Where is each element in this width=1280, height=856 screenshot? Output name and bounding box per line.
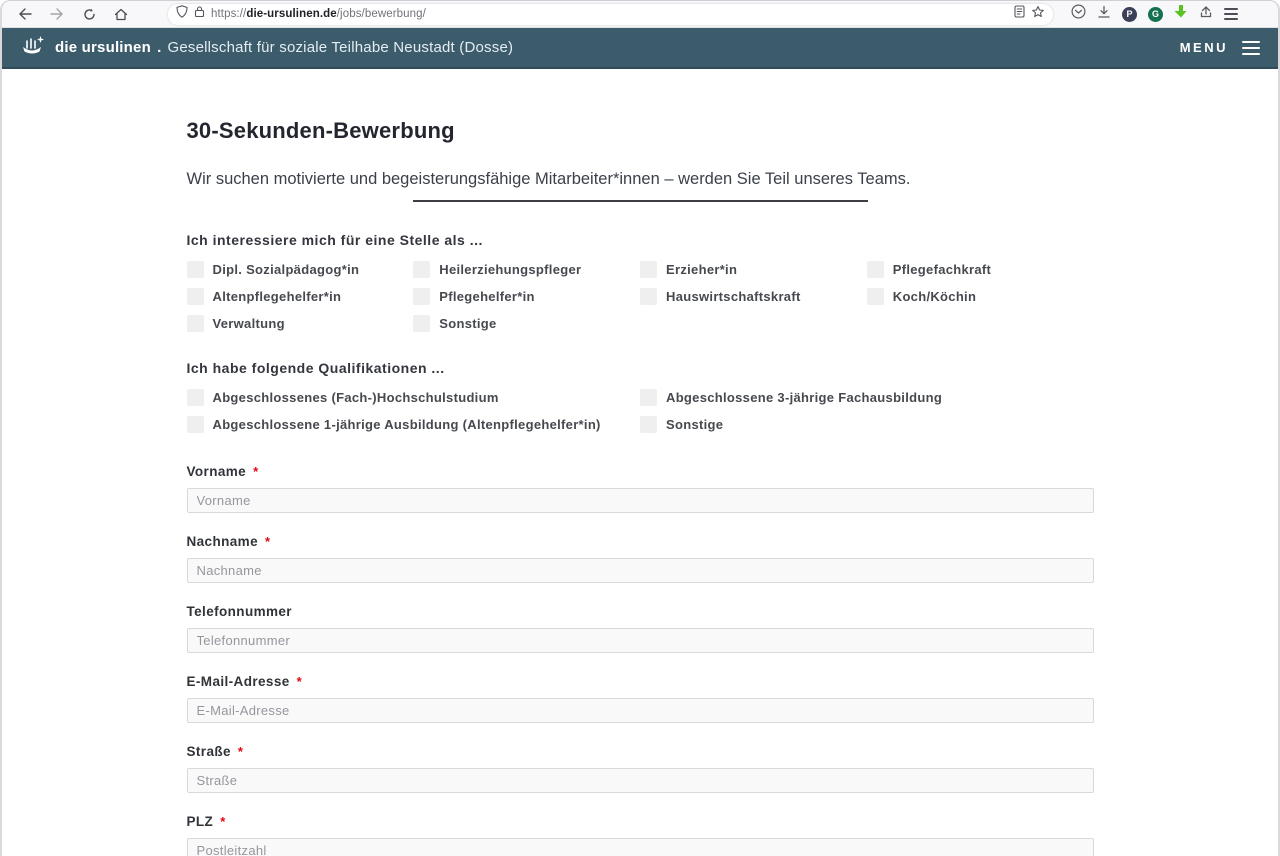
checkbox-label: Hauswirtschaftskraft: [666, 289, 801, 304]
telefonnummer-input[interactable]: [187, 628, 1094, 653]
field-strasse: [187, 743, 1094, 793]
checkbox-label: Altenpflegehelfer*in: [212, 289, 342, 304]
vorname-input[interactable]: [187, 488, 1094, 513]
field-label: Telefonnummer: [186, 604, 292, 619]
send-to-device-icon[interactable]: [1199, 5, 1213, 24]
extension-p-icon[interactable]: P: [1122, 7, 1137, 22]
reader-mode-icon[interactable]: [1014, 5, 1025, 23]
menu-button[interactable]: [1180, 40, 1260, 55]
field-telefonnummer: [187, 603, 1094, 653]
checkbox-label: Heilerziehungspfleger: [439, 262, 582, 277]
url-domain: die-ursulinen.de: [246, 8, 337, 20]
url-text[interactable]: https://die-ursulinen.de/jobs/bewerbung/: [211, 8, 426, 20]
checkbox-option-altenpflegehelfer[interactable]: [187, 288, 414, 305]
field-label: E-Mail-Adresse: [186, 674, 290, 689]
checkbox-option-hochschulstudium[interactable]: [187, 389, 641, 406]
checkbox[interactable]: [187, 288, 204, 305]
checkbox[interactable]: [640, 416, 657, 433]
field-email: [187, 673, 1094, 723]
application-form-page: [187, 119, 1094, 856]
browser-toolbar: [2, 1, 1278, 28]
required-asterisk: *: [220, 814, 226, 829]
checkbox[interactable]: [187, 261, 204, 278]
menu-label[interactable]: MENU: [1179, 40, 1228, 55]
extension-g-icon[interactable]: G: [1148, 7, 1163, 22]
checkbox-label: Abgeschlossenes (Fach-)Hochschulstudium: [212, 390, 499, 405]
field-label: Nachname: [186, 534, 258, 549]
checkbox-option-sonstige-qualifikation[interactable]: [640, 416, 1094, 433]
checkbox-option-sonstige-stelle[interactable]: [413, 315, 640, 332]
checkbox[interactable]: [413, 315, 430, 332]
checkbox-option-dipl-sozialpaedagog[interactable]: [187, 261, 414, 278]
site-logo[interactable]: [20, 34, 513, 62]
url-bar[interactable]: [168, 4, 1053, 25]
lock-icon[interactable]: [194, 5, 205, 23]
field-label: PLZ: [186, 814, 214, 829]
checkbox-label: Pflegehelfer*in: [439, 289, 535, 304]
checkbox-option-verwaltung[interactable]: [187, 315, 414, 332]
checkbox-option-erzieher[interactable]: [640, 261, 867, 278]
field-label: Vorname: [186, 464, 247, 479]
strasse-input[interactable]: [187, 768, 1094, 793]
field-plz: [187, 813, 1094, 856]
checkbox-label: Sonstige: [439, 316, 497, 331]
checkbox-option-pflegehelfer[interactable]: [413, 288, 640, 305]
checkbox[interactable]: [187, 315, 204, 332]
download-icon[interactable]: [1097, 5, 1111, 24]
interest-group-heading: Ich interessiere mich für eine Stelle als ...: [186, 232, 483, 248]
required-asterisk: *: [253, 464, 259, 479]
divider: [413, 200, 868, 202]
checkbox[interactable]: [640, 288, 657, 305]
checkbox-label: Koch/Köchin: [892, 289, 977, 304]
field-nachname: [187, 533, 1094, 583]
required-asterisk: *: [237, 744, 244, 759]
checkbox[interactable]: [640, 261, 657, 278]
intro-text: Wir suchen motivierte und begeisterungsfähige Mitarbeiter*innen – werden Sie Teil unseres Teams.: [186, 170, 911, 188]
checkbox-label: Pflegefachkraft: [892, 262, 992, 277]
checkbox-option-heilerziehungspfleger[interactable]: [413, 261, 640, 278]
field-vorname: [187, 463, 1094, 513]
back-icon[interactable]: [12, 4, 38, 25]
checkbox[interactable]: [867, 288, 884, 305]
checkbox-label: Abgeschlossene 3-jährige Fachausbildung: [666, 390, 943, 405]
green-arrow-extension-icon[interactable]: [1174, 4, 1188, 24]
qualification-group-heading: Ich habe folgende Qualifikationen ...: [186, 360, 445, 376]
qualification-checkbox-grid: [187, 389, 1094, 433]
page-title: 30-Sekunden-Bewerbung: [186, 118, 455, 143]
checkbox[interactable]: [640, 389, 657, 406]
forward-icon[interactable]: [44, 4, 70, 25]
site-header: [2, 28, 1278, 69]
bookmark-star-icon[interactable]: [1031, 5, 1045, 24]
required-asterisk: *: [296, 674, 303, 689]
checkbox-label: Sonstige: [666, 417, 724, 432]
reload-icon[interactable]: [76, 4, 102, 25]
checkbox-option-1-jaehrige-ausbildung[interactable]: [187, 416, 641, 433]
home-icon[interactable]: [108, 4, 134, 25]
checkbox[interactable]: [187, 416, 204, 433]
brand-text: die ursulinen . Gesellschaft für soziale Teilhabe Neustadt (Dosse): [55, 39, 514, 56]
checkbox-option-koch[interactable]: [867, 288, 1094, 305]
ursulinen-ship-logo-icon: [20, 34, 46, 62]
checkbox-option-pflegefachkraft[interactable]: [867, 261, 1094, 278]
checkbox[interactable]: [867, 261, 884, 278]
field-label: Straße: [186, 744, 231, 759]
checkbox-option-3-jaehrige-fachausbildung[interactable]: [640, 389, 1094, 406]
checkbox-option-hauswirtschaftskraft[interactable]: [640, 288, 867, 305]
required-asterisk: *: [264, 534, 271, 549]
plz-input[interactable]: [187, 838, 1094, 856]
checkbox-label: Dipl. Sozialpädagog*in: [212, 262, 360, 277]
checkbox[interactable]: [413, 261, 430, 278]
email-input[interactable]: [187, 698, 1094, 723]
checkbox-label: Erzieher*in: [666, 262, 738, 277]
checkbox-label: Abgeschlossene 1-jährige Ausbildung (Altenpflegehelfer*in): [212, 417, 601, 432]
checkbox[interactable]: [187, 389, 204, 406]
toolbar-extensions: [1071, 4, 1238, 24]
pocket-icon[interactable]: [1071, 4, 1086, 24]
shield-icon[interactable]: [176, 5, 188, 23]
menu-hamburger-icon[interactable]: [1242, 41, 1260, 55]
checkbox-label: Verwaltung: [212, 316, 285, 331]
checkbox[interactable]: [413, 288, 430, 305]
app-menu-icon[interactable]: [1224, 8, 1238, 20]
nachname-input[interactable]: [187, 558, 1094, 583]
interest-checkbox-grid: [187, 261, 1094, 332]
